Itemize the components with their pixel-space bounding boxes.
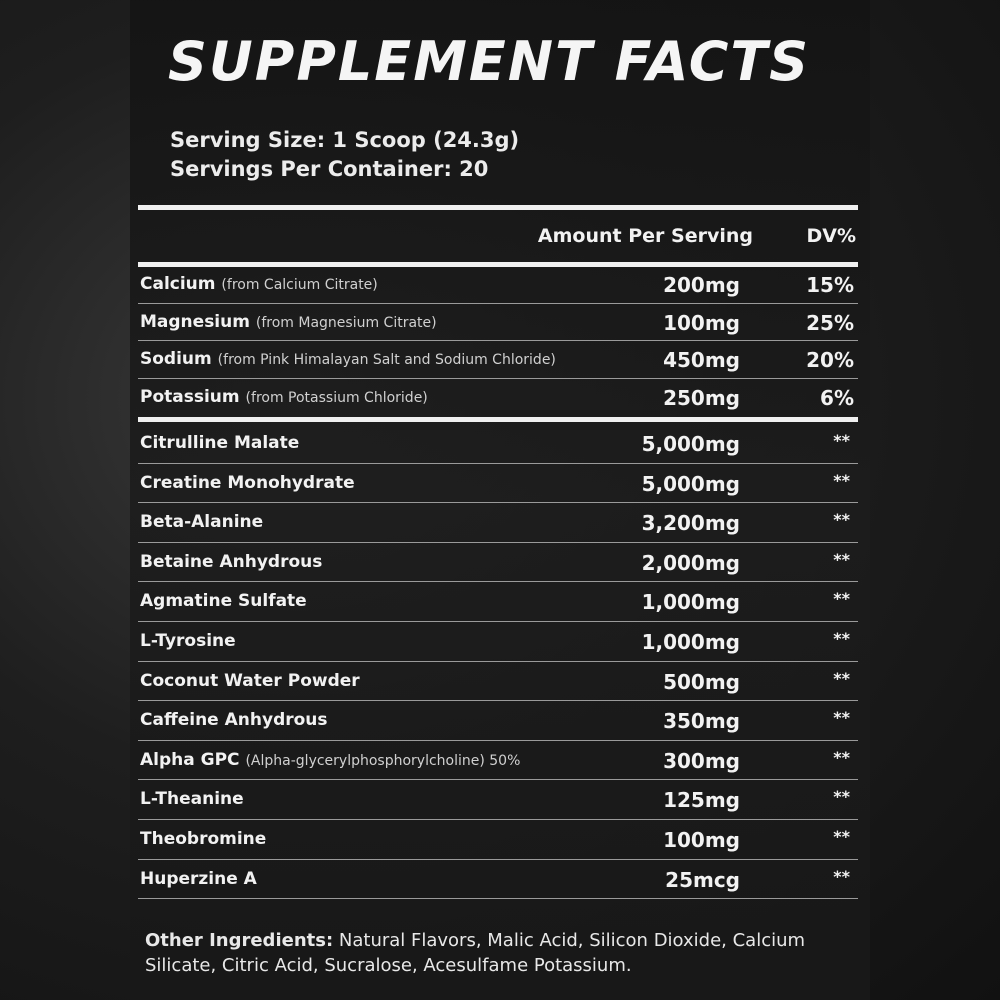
nutrient-label: Beta-Alanine xyxy=(140,512,264,533)
nutrient-source-note: (from Potassium Chloride) xyxy=(245,389,428,406)
daily-value: ** xyxy=(833,431,850,450)
nutrient-name xyxy=(140,671,360,691)
table-row xyxy=(138,702,858,740)
nutrient-name xyxy=(140,473,355,493)
nutrient-label: Huperzine A xyxy=(140,868,257,889)
amount-per-serving: 5,000mg xyxy=(641,432,740,456)
row-divider xyxy=(138,621,858,622)
nutrient-name xyxy=(140,710,328,730)
amount-per-serving: 3,200mg xyxy=(641,511,740,536)
table-row xyxy=(138,304,858,342)
daily-value: 6% xyxy=(820,385,854,410)
row-divider xyxy=(138,661,858,662)
nutrient-label: Calcium xyxy=(140,274,216,294)
nutrient-source-note: (Alpha-glycerylphosphorylcholine) 50% xyxy=(245,752,521,769)
divider-top xyxy=(138,205,858,210)
amount-per-serving: 125mg xyxy=(663,788,740,813)
amount-per-serving: 100mg xyxy=(663,310,740,335)
amount-per-serving: 450mg xyxy=(663,348,740,372)
daily-value: 15% xyxy=(806,273,854,297)
nutrient-label: L-Theanine xyxy=(140,789,244,810)
daily-value: 25% xyxy=(806,310,854,335)
other-ingredients-label: Other Ingredients: xyxy=(145,930,334,951)
nutrient-label: Coconut Water Powder xyxy=(140,670,360,691)
nutrient-label: Creatine Monohydrate xyxy=(140,472,355,493)
table-row xyxy=(138,781,858,819)
nutrient-label: Agmatine Sulfate xyxy=(140,591,307,612)
table-row xyxy=(138,504,858,542)
amount-per-serving: 1,000mg xyxy=(641,590,740,615)
other-ingredients-text: Natural Flavors, Malic Acid, Silicon Dioxide, Calcium Silicate, Citric Acid, Sucralose, Acesulfame Potassium. xyxy=(145,930,806,976)
amount-per-serving: 2,000mg xyxy=(641,550,740,575)
row-divider xyxy=(138,502,858,503)
header-dv: DV% xyxy=(806,225,856,247)
table-row xyxy=(138,544,858,582)
nutrient-name xyxy=(140,552,322,572)
daily-value: ** xyxy=(833,866,850,886)
table-row xyxy=(138,425,858,463)
nutrient-label: Caffeine Anhydrous xyxy=(140,710,328,731)
nutrient-name xyxy=(140,829,266,849)
amount-per-serving: 5,000mg xyxy=(641,471,740,496)
daily-value: ** xyxy=(833,510,850,530)
nutrient-name xyxy=(140,274,378,294)
nutrient-label: Sodium xyxy=(140,349,212,369)
page-title: SUPPLEMENT FACTS xyxy=(168,30,811,93)
amount-per-serving: 500mg xyxy=(663,669,740,694)
header-amount: Amount Per Serving xyxy=(537,225,753,247)
table-row xyxy=(138,742,858,780)
daily-value: ** xyxy=(833,549,850,569)
nutrient-label: L-Tyrosine xyxy=(140,631,236,651)
nutrient-name xyxy=(140,789,244,809)
daily-value: ** xyxy=(833,589,850,609)
amount-per-serving: 250mg xyxy=(663,385,740,410)
nutrient-name xyxy=(140,631,236,651)
row-divider xyxy=(138,700,858,701)
nutrient-name xyxy=(140,512,263,532)
nutrient-name xyxy=(140,591,307,611)
servings-per-container: Servings Per Container: 20 xyxy=(170,157,489,181)
table-row xyxy=(138,341,858,379)
row-divider xyxy=(138,463,858,464)
table-row xyxy=(138,821,858,859)
nutrient-name xyxy=(140,750,520,770)
nutrient-name xyxy=(140,387,428,407)
row-divider xyxy=(138,542,858,543)
table-row xyxy=(138,266,858,304)
nutrient-label: Citrulline Malate xyxy=(140,433,300,453)
amount-per-serving: 1,000mg xyxy=(641,630,740,654)
nutrient-label: Potassium xyxy=(140,386,240,407)
nutrient-source-note: (from Magnesium Citrate) xyxy=(255,314,437,331)
amount-per-serving: 200mg xyxy=(663,273,740,297)
daily-value: ** xyxy=(833,827,850,846)
other-ingredients xyxy=(145,928,845,978)
table-row xyxy=(138,861,858,899)
nutrient-label: Alpha GPC xyxy=(140,749,240,770)
serving-size: Serving Size: 1 Scoop (24.3g) xyxy=(170,128,520,152)
nutrient-name xyxy=(140,433,299,453)
nutrient-name xyxy=(140,349,556,369)
amount-per-serving: 100mg xyxy=(663,828,740,852)
nutrient-source-note: (from Pink Himalayan Salt and Sodium Chloride) xyxy=(217,352,556,368)
amount-per-serving: 350mg xyxy=(663,709,740,734)
divider-section xyxy=(138,417,858,422)
nutrient-name xyxy=(140,312,437,332)
nutrient-label: Theobromine xyxy=(140,829,267,849)
table-row xyxy=(138,465,858,503)
daily-value: 20% xyxy=(806,348,854,372)
daily-value: ** xyxy=(833,470,850,490)
nutrient-name xyxy=(140,869,257,889)
table-row xyxy=(138,623,858,661)
table-row xyxy=(138,583,858,621)
row-divider xyxy=(138,819,858,820)
table-row xyxy=(138,663,858,701)
daily-value: ** xyxy=(833,629,850,648)
daily-value: ** xyxy=(833,668,850,688)
row-divider xyxy=(138,740,858,741)
amount-per-serving: 25mcg xyxy=(665,867,740,892)
daily-value: ** xyxy=(833,787,850,807)
daily-value: ** xyxy=(833,747,850,767)
table-row xyxy=(138,379,858,417)
row-divider xyxy=(138,581,858,582)
daily-value: ** xyxy=(833,708,850,728)
row-divider xyxy=(138,779,858,780)
nutrient-source-note: (from Calcium Citrate) xyxy=(221,277,378,293)
nutrient-label: Magnesium xyxy=(140,311,250,332)
row-divider xyxy=(138,859,858,860)
amount-per-serving: 300mg xyxy=(663,748,740,773)
nutrient-label: Betaine Anhydrous xyxy=(140,551,323,572)
row-divider xyxy=(138,898,858,899)
